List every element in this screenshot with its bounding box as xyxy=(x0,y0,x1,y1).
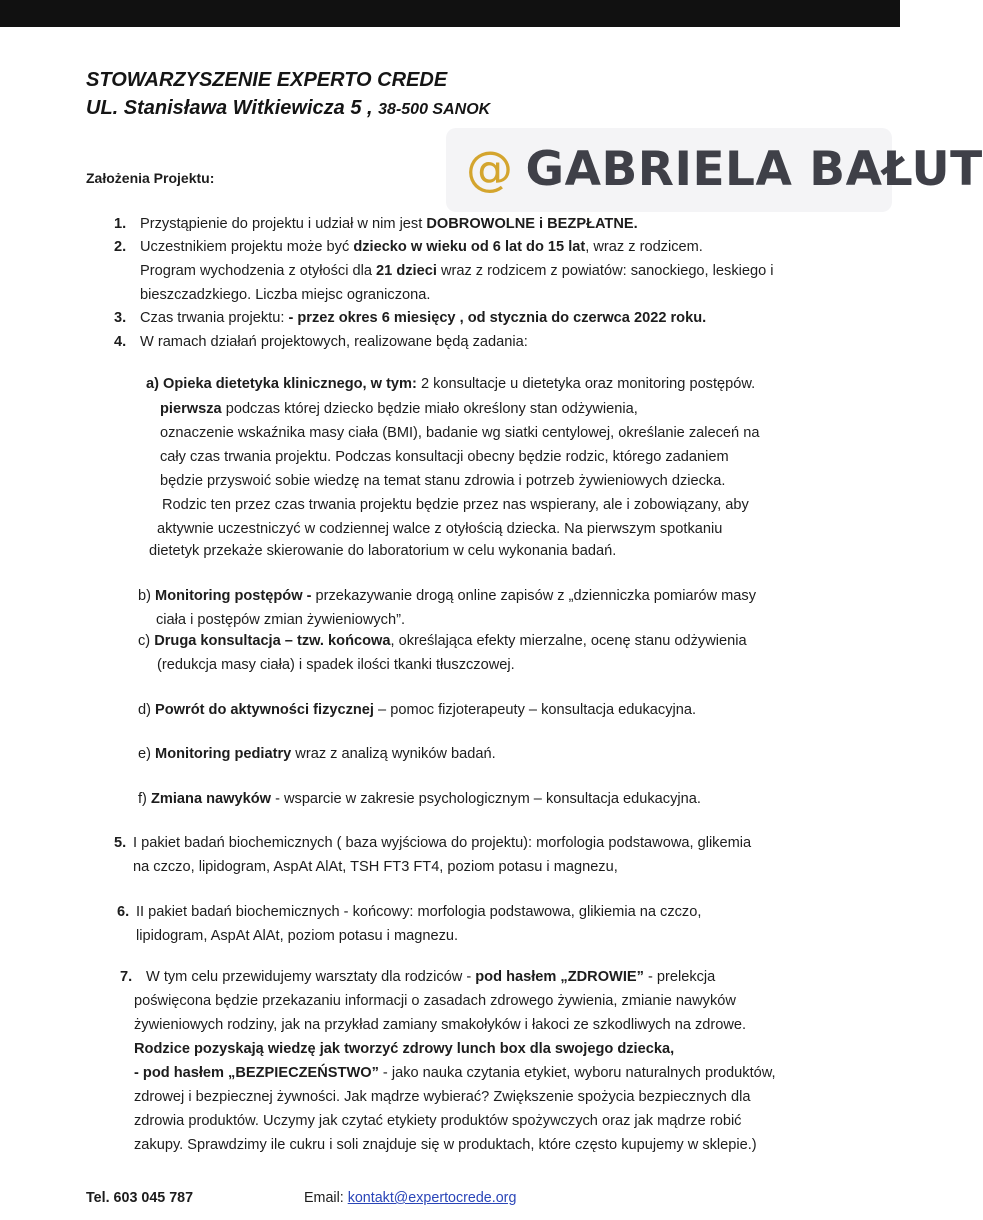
list-item-5: 5. I pakiet badań biochemicznych ( baza wyjściowa do projektu): morfologia podstawowa, glikemia na czczo, lipidogram, AspAt AlAt, TSH FT3 FT4, poziom potasu i magnezu, xyxy=(114,835,752,875)
list-item-7-body: poświęcona będzie przekazaniu informacji o zasadach zdrowego żywienia, zmianie nawyków żywieniowych rodziny, jak na przykład zamiany smakołyków i łakoci ze szkodliwych na zdrowe. Rodzice pozyskają wiedzę jak tworzyć zdrowy lunch box dla swojego dziecka, - pod hasłem „BEZPIECZEŃSTWO” - jako nauka czytania etykiet, wyboru naturalnych produktów, zdrowej i bezpiecznej żywności. Jak mądrze wybierać? Zwiększenie spożycia bezpiecznych dla zdrowia produktów. Uczymy jak czytać etykiety produktów spożywczych oraz jak mądrze robić zakupy. Sprawdzimy ile cukru i soli znajduje się w produktach, które często kupujemy w sklepie.) xyxy=(134,993,776,1153)
subitem-d: d) Powrót do aktywności fizycznej – pomoc fizjoterapeuty – konsultacja edukacyjna. xyxy=(138,702,697,718)
at-icon: @ xyxy=(466,142,514,197)
footer-email: Email: kontakt@expertocrede.org xyxy=(304,1190,517,1206)
watermark-label xyxy=(446,128,983,212)
subitem-a-body: pierwsza podczas której dziecko będzie miało określony stan odżywienia, oznaczenie wskaźnika masy ciała (BMI), badanie wg siatki centylowej, określanie zaleceń na cały czas trwania projektu. Podczas konsultacji obecny będzie rodzic, którego zadaniem będzie przyswoić sobie wiedzę na temat stanu zdrowia i potrzeb żywieniowych dziecka. xyxy=(160,401,760,489)
subitem-a-body-4: dietetyk przekaże skierowanie do laboratorium w celu wykonania badań. xyxy=(149,543,617,559)
letterhead xyxy=(86,66,490,124)
list-item-7: 7. W tym celu przewidujemy warsztaty dla rodziców - pod hasłem „ZDROWIE” - prelekcja xyxy=(120,969,716,985)
list-item-4: 4. W ramach działań projektowych, realizowane będą zadania: xyxy=(114,334,528,350)
top-bar xyxy=(0,0,900,27)
org-name: STOWARZYSZENIE EXPERTO CREDE xyxy=(86,69,448,91)
list-item-6: 6. II pakiet badań biochemicznych - końcowy: morfologia podstawowa, glikiemia na czczo, lipidogram, AspAt AlAt, poziom potasu i magnezu. xyxy=(117,904,702,944)
list-item-1: 1. Przystąpienie do projektu i udział w nim jest DOBROWOLNE i BEZPŁATNE. xyxy=(114,216,638,232)
watermark-name: GABRIELA BAŁUT xyxy=(525,142,983,197)
subitem-e: e) Monitoring pediatry wraz z analizą wyników badań. xyxy=(138,746,496,762)
footer-phone: Tel. 603 045 787 xyxy=(86,1190,194,1206)
email-link[interactable]: kontakt@expertocrede.org xyxy=(347,1190,517,1206)
subitem-c: c) Druga konsultacja – tzw. końcowa, określająca efekty mierzalne, ocenę stanu odżywienia (redukcja masy ciała) i spadek ilości tkanki tłuszczowej. xyxy=(138,633,747,673)
list-item-3: 3. Czas trwania projektu: - przez okres 6 miesięcy , od stycznia do czerwca 2022 roku. xyxy=(114,310,707,326)
subitem-a: a) Opieka dietetyka klinicznego, w tym: 2 konsultacje u dietetyka oraz monitoring postępów. xyxy=(146,376,756,392)
subitem-a-body-2: Rodzic ten przez czas trwania projektu będzie przez nas wspierany, ale i zobowiązany, aby xyxy=(162,497,749,513)
section-title: Założenia Projektu: xyxy=(86,170,215,186)
subitem-f: f) Zmiana nawyków - wsparcie w zakresie psychologicznym – konsultacja edukacyjna. xyxy=(138,791,701,807)
list-item-2: 2. Uczestnikiem projektu może być dziecko w wieku od 6 lat do 15 lat, wraz z rodzicem. Program wychodzenia z otyłości dla 21 dzieci wraz z rodzicem z powiatów: sanockiego, leskiego i bieszczadzkiego. Liczba miejsc ograniczona. xyxy=(114,239,774,303)
subitem-b: b) Monitoring postępów - przekazywanie drogą online zapisów z „dzienniczka pomiarów masy ciała i postępów zmian żywieniowych”. xyxy=(138,588,756,628)
subitem-a-body-3: aktywnie uczestniczyć w codziennej walce z otyłością dziecka. Na pierwszym spotkaniu xyxy=(157,521,723,537)
org-address: UL. Stanisława Witkiewicza 5 , 38-500 SANOK xyxy=(86,97,491,119)
